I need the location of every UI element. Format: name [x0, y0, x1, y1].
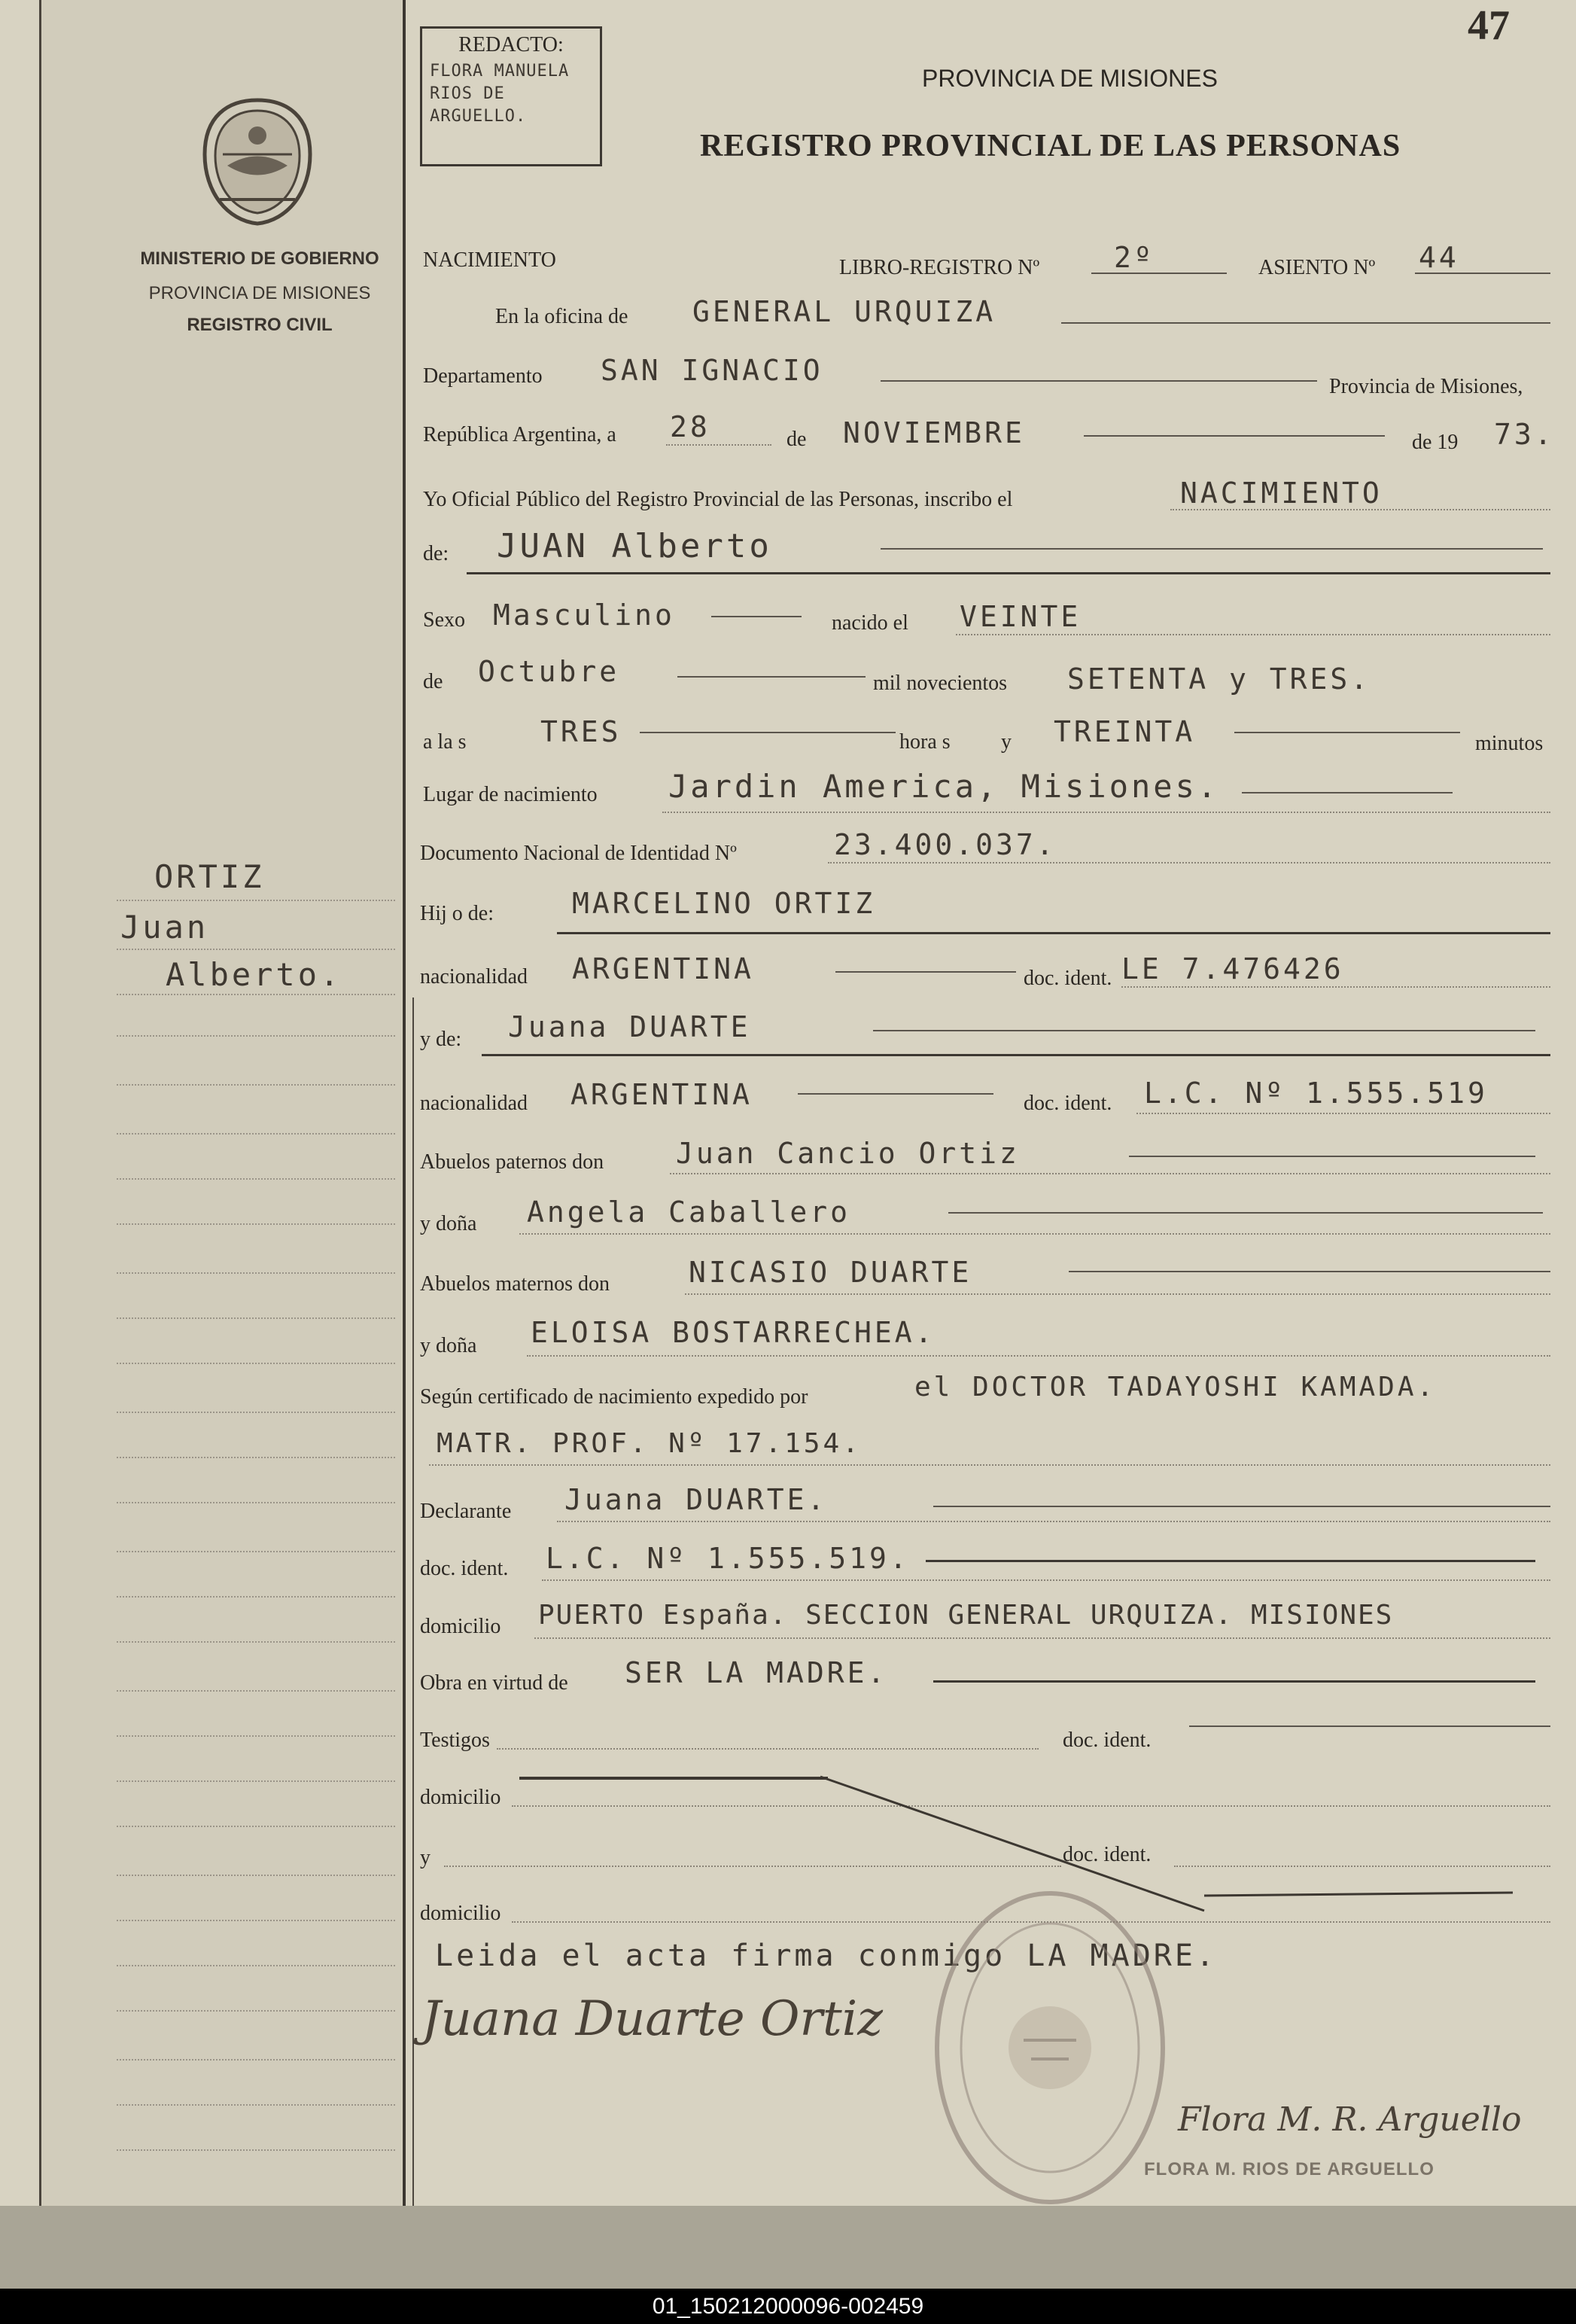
margin-line — [117, 1690, 395, 1692]
matricula-value: MATR. PROF. Nº 17.154. — [437, 1428, 862, 1459]
hijo-label: Hij o de: — [420, 902, 494, 925]
mil-label: mil novecientos — [873, 672, 1008, 695]
abuela-materna-value: ELOISA BOSTARRECHEA. — [531, 1316, 936, 1349]
de-nombre-label: de: — [423, 542, 449, 565]
margin-line — [117, 1084, 395, 1086]
fill-line — [1234, 732, 1460, 733]
fill-line — [1091, 273, 1227, 274]
margin-line — [117, 1920, 395, 1921]
fill-line — [677, 676, 866, 678]
declarante-doc-value: L.C. Nº 1.555.519. — [546, 1542, 910, 1575]
fill-line — [933, 1680, 1535, 1683]
republica-label: República Argentina, a — [423, 423, 616, 446]
margin-line — [117, 949, 395, 950]
margin-line — [117, 1178, 395, 1180]
fill-line — [662, 812, 1550, 813]
margin-line — [117, 1875, 395, 1876]
doc-ident-label-5: doc. ident. — [1063, 1843, 1152, 1866]
oficina-value: GENERAL URQUIZA — [692, 295, 996, 328]
domicilio-label: domicilio — [420, 1615, 501, 1638]
nacionalidad-label: nacionalidad — [420, 965, 528, 988]
fill-line — [881, 380, 1317, 382]
doc-ident-label-3: doc. ident. — [420, 1557, 509, 1580]
margin-line — [117, 1317, 395, 1319]
fill-line — [640, 732, 896, 733]
margin-surname: ORTIZ — [154, 858, 265, 895]
departamento-value: SAN IGNACIO — [601, 354, 823, 387]
fill-line — [519, 1233, 1550, 1235]
fill-line — [1069, 1271, 1550, 1272]
fill-line — [926, 1560, 1535, 1562]
dni-label: Documento Nacional de Identidad Nº — [420, 842, 737, 865]
nacido-label: nacido el — [832, 611, 908, 635]
act-type-label: NACIMIENTO — [423, 248, 556, 272]
fill-line — [881, 548, 1543, 550]
name-underline — [482, 1054, 1550, 1056]
binding-edge — [39, 0, 41, 2289]
declarante-label: Declarante — [420, 1500, 512, 1523]
padre-value: MARCELINO ORTIZ — [572, 887, 876, 920]
leida-value: Leida el acta firma conmigo LA MADRE. — [435, 1939, 1218, 1973]
oficina-label: En la oficina de — [495, 305, 628, 328]
fill-line — [557, 1521, 1550, 1522]
column-divider — [403, 0, 406, 2206]
margin-line — [117, 1412, 395, 1413]
madre-doc-value: L.C. Nº 1.555.519 — [1144, 1077, 1488, 1110]
fill-line — [497, 1748, 1039, 1750]
margin-line — [117, 2104, 395, 2106]
margin-line — [117, 1596, 395, 1598]
madre-value: Juana DUARTE — [508, 1010, 751, 1043]
nombre-value: JUAN Alberto — [497, 527, 772, 565]
y-de-label: y de: — [420, 1028, 462, 1051]
lugar-value: Jardin America, Misiones. — [668, 768, 1220, 805]
minutos-value: TREINTA — [1054, 715, 1196, 748]
doc-ident-label: doc. ident. — [1024, 967, 1112, 990]
asiento-label: ASIENTO Nº — [1258, 256, 1376, 279]
name-underline — [557, 932, 1550, 934]
fill-line — [527, 1355, 1550, 1357]
fill-line — [956, 634, 1550, 635]
fill-line — [1170, 509, 1550, 510]
fill-line — [873, 1030, 1535, 1031]
left-province-label: PROVINCIA DE MISIONES — [148, 283, 371, 303]
hora-label: hora s — [899, 730, 951, 754]
fill-line — [534, 1637, 1550, 1639]
declarante-value: Juana DUARTE. — [564, 1483, 828, 1516]
nacido-value: VEINTE — [960, 600, 1082, 633]
page-number: 47 — [1468, 2, 1510, 49]
mil-value: SETENTA y TRES. — [1067, 662, 1371, 696]
margin-line — [117, 1457, 395, 1458]
padre-nacionalidad-value: ARGENTINA — [572, 952, 754, 985]
official-stamp — [926, 1882, 1174, 2213]
domicilio-value: PUERTO España. SECCION GENERAL URQUIZA. MISIONES — [538, 1600, 1394, 1631]
margin-line — [117, 1035, 395, 1037]
margin-line — [117, 1223, 395, 1225]
margin-line — [117, 1826, 395, 1827]
obra-label: Obra en virtud de — [420, 1671, 568, 1695]
margin-line — [117, 1735, 395, 1737]
y-label: y — [1001, 730, 1012, 754]
domicilio-label-2: domicilio — [420, 1786, 501, 1809]
redacto-name: FLORA MANUELA RIOS DE ARGUELLO. — [430, 62, 570, 126]
page-bottom-edge — [0, 2206, 1576, 2289]
oficial-printed-name: FLORA M. RIOS DE ARGUELLO — [1144, 2159, 1435, 2179]
departamento-label: Departamento — [423, 364, 543, 388]
fill-line — [798, 1093, 993, 1095]
form-border-line — [412, 998, 414, 2289]
fill-line — [1061, 322, 1550, 324]
margin-given-name: Juan — [120, 909, 209, 946]
civil-registry-label: REGISTRO CIVIL — [187, 315, 333, 335]
madre-nacionalidad-value: ARGENTINA — [570, 1078, 753, 1111]
segun-label: Según certificado de nacimiento expedido por — [420, 1385, 808, 1409]
horas-value: TRES — [540, 715, 622, 748]
inscribo-value: NACIMIENTO — [1180, 477, 1383, 510]
margin-line — [117, 1551, 395, 1552]
lugar-label: Lugar de nacimiento — [423, 783, 598, 806]
fill-line — [542, 1579, 1550, 1581]
doc-ident-label-2: doc. ident. — [1024, 1092, 1112, 1115]
dni-value: 23.400.037. — [834, 828, 1057, 861]
margin-second-name: Alberto. — [166, 956, 342, 993]
mes-value: NOVIEMBRE — [843, 416, 1025, 449]
margin-line — [117, 1363, 395, 1364]
y-dona-label: y doña — [420, 1212, 477, 1235]
margin-line — [117, 1272, 395, 1274]
fill-line — [948, 1212, 1543, 1214]
oficial-signature: Flora M. R. Arguello — [1178, 2100, 1522, 2139]
domicilio-label-3: domicilio — [420, 1902, 501, 1925]
de-mes-label: de — [423, 670, 443, 693]
fill-line — [685, 1293, 1550, 1295]
nacido-mes-value: Octubre — [478, 655, 620, 688]
registry-title: REGISTRO PROVINCIAL DE LAS PERSONAS — [700, 129, 1401, 163]
abuelos-paternos-label: Abuelos paternos don — [420, 1150, 604, 1174]
de19-label: de 19 — [1412, 431, 1459, 454]
margin-line — [117, 2010, 395, 2012]
inscribo-label: Yo Oficial Público del Registro Provincial de las Personas, inscribo el — [423, 488, 1013, 511]
left-margin-column — [39, 0, 402, 2289]
margin-line — [117, 900, 395, 901]
margin-line — [117, 1502, 395, 1503]
nacionalidad-label-2: nacionalidad — [420, 1092, 528, 1115]
margin-line — [117, 2149, 395, 2151]
filename-caption: 01_150212000096-002459 — [0, 2289, 1576, 2324]
testigos-label: Testigos — [420, 1729, 490, 1752]
abuelo-paterno-value: Juan Cancio Ortiz — [676, 1137, 1020, 1170]
madre-signature: Juana Duarte Ortiz — [421, 1991, 883, 2047]
ministry-label: MINISTERIO DE GOBIERNO — [140, 248, 379, 269]
fill-line — [429, 1464, 1550, 1466]
obra-value: SER LA MADRE. — [625, 1656, 888, 1689]
redacto-title: REDACTO: — [458, 33, 564, 56]
fill-line — [1242, 792, 1453, 793]
fill-line — [1189, 1725, 1550, 1727]
dia-value: 28 — [670, 410, 710, 443]
abuelos-maternos-label: Abuelos maternos don — [420, 1272, 610, 1296]
fill-line — [1136, 1113, 1550, 1114]
libro-label: LIBRO-REGISTRO Nº — [839, 256, 1040, 279]
margin-line — [117, 1133, 395, 1135]
fill-line — [666, 444, 771, 446]
minutos-label: minutos — [1475, 732, 1544, 755]
fill-line — [1129, 1156, 1535, 1157]
padre-doc-value: LE 7.476426 — [1121, 952, 1344, 985]
sexo-label: Sexo — [423, 608, 465, 632]
fill-line — [711, 616, 802, 617]
fill-line — [835, 971, 1016, 973]
asiento-value: 44 — [1419, 241, 1459, 274]
fill-line — [1121, 986, 1550, 988]
abuelo-materno-value: NICASIO DUARTE — [689, 1256, 972, 1289]
margin-line — [117, 1641, 395, 1643]
margin-line — [117, 994, 395, 995]
doc-ident-label-4: doc. ident. — [1063, 1729, 1152, 1752]
segun-value: el DOCTOR TADAYOSHI KAMADA. — [914, 1372, 1437, 1403]
y-dona-label-2: y doña — [420, 1334, 477, 1357]
de-label: de — [786, 428, 807, 451]
fill-line — [1415, 273, 1550, 274]
libro-value: 2º — [1114, 241, 1155, 274]
provincia-label: Provincia de Misiones, — [1329, 375, 1523, 398]
name-underline — [467, 572, 1550, 574]
anio-value: 73. — [1494, 418, 1555, 451]
provincial-seal — [197, 94, 318, 230]
alas-label: a la s — [423, 730, 467, 754]
fill-line — [1084, 435, 1385, 437]
redacto-box — [420, 26, 602, 166]
y2-label: y — [420, 1846, 431, 1869]
margin-line — [117, 1780, 395, 1782]
fill-line — [670, 1173, 1550, 1174]
fill-line — [828, 862, 1550, 864]
margin-line — [117, 2059, 395, 2061]
margin-line — [117, 1965, 395, 1966]
abuela-paterna-value: Angela Caballero — [527, 1196, 851, 1229]
fill-line — [933, 1506, 1550, 1507]
province-title: PROVINCIA DE MISIONES — [922, 65, 1218, 92]
sexo-value: Masculino — [493, 599, 675, 632]
